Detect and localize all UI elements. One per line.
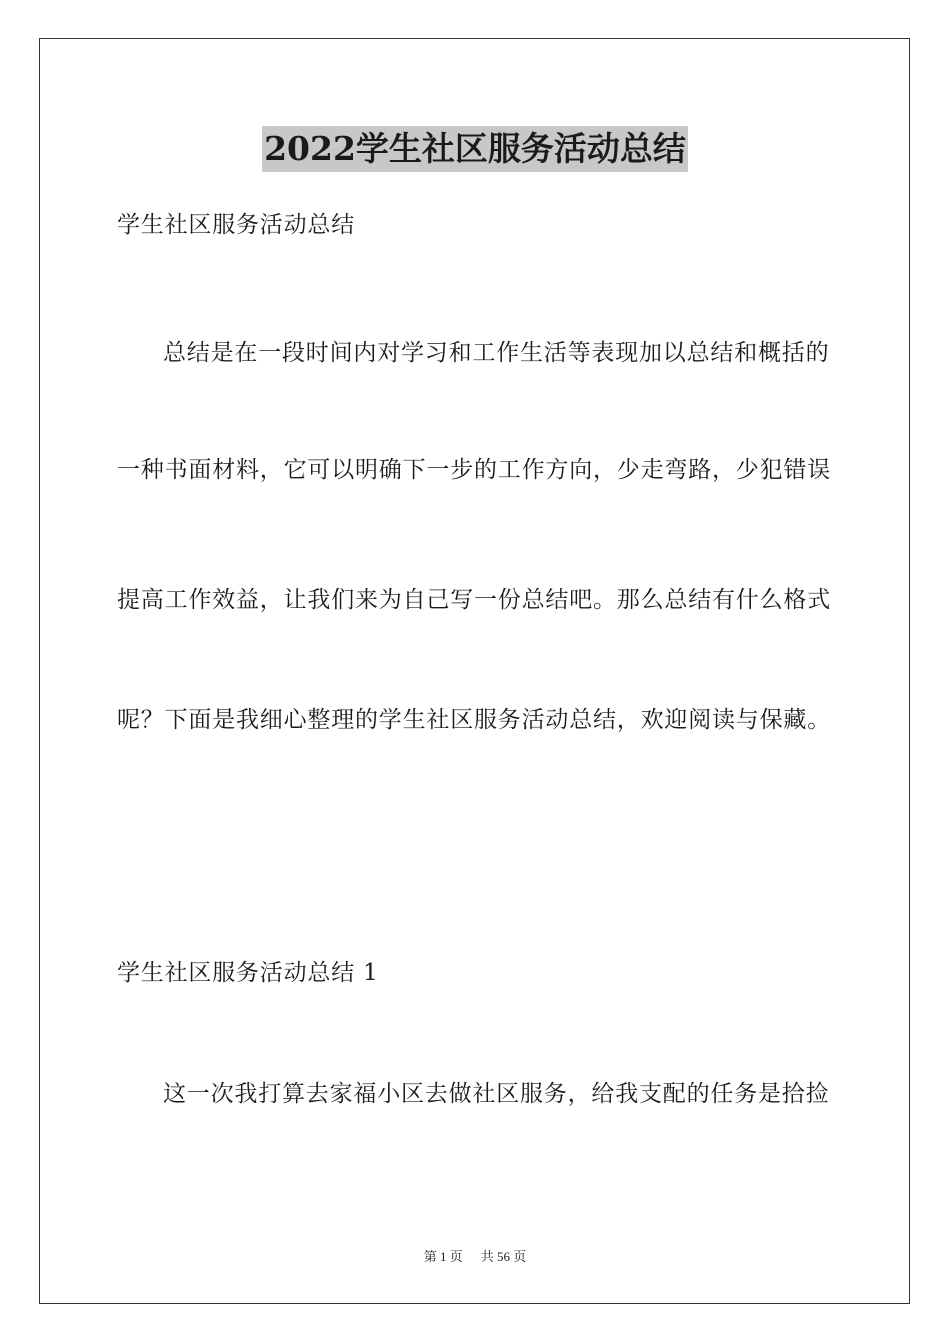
- intro-line-4: 呢？下面是我细心整理的学生社区服务活动总结，欢迎阅读与保藏。: [117, 707, 831, 733]
- page-number: 第 1 页: [423, 1249, 463, 1264]
- page-total: 共 56 页: [480, 1249, 527, 1264]
- document-subtitle: 学生社区服务活动总结: [117, 212, 355, 238]
- page-footer: [0, 1246, 950, 1265]
- intro-line-3: 提高工作效益，让我们来为自己写一份总结吧。那么总结有什么格式: [117, 587, 831, 613]
- section-first-line: 这一次我打算去家福小区去做社区服务，给我支配的任务是拾捡: [163, 1081, 830, 1107]
- intro-line-1: 总结是在一段时间内对学习和工作生活等表现加以总结和概括的: [163, 340, 830, 366]
- document-title: 2022学生社区服务活动总结: [262, 126, 688, 172]
- title-container: [0, 126, 950, 172]
- section-heading: 学生社区服务活动总结 1: [117, 960, 379, 986]
- intro-line-2: 一种书面材料，它可以明确下一步的工作方向，少走弯路，少犯错误: [117, 457, 831, 483]
